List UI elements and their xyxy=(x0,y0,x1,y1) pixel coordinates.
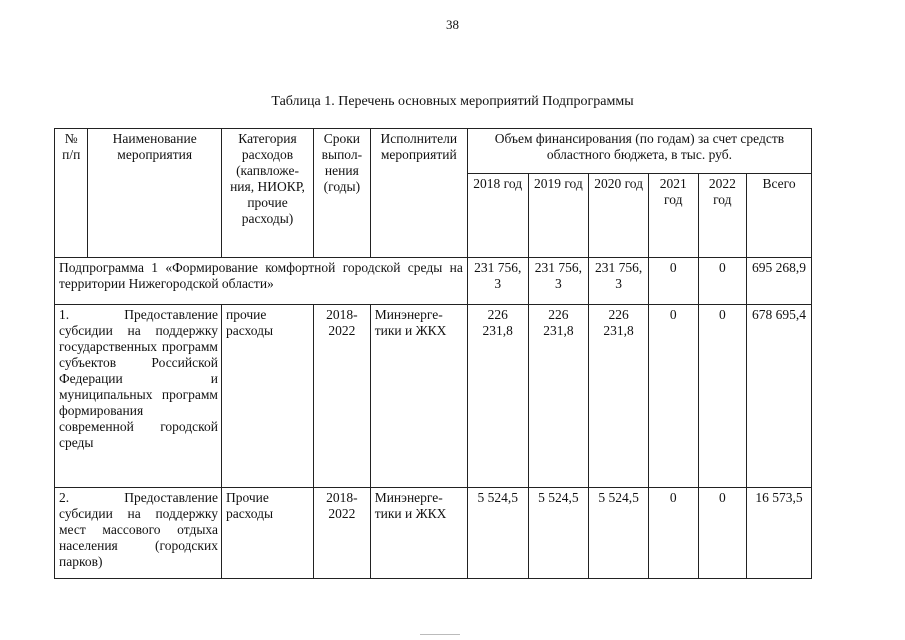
header-funding: Объем финансирования (по годам) за счет средств областного бюджета, в тыс. руб. xyxy=(467,129,811,174)
subprogram-row xyxy=(55,258,812,305)
activity-value: 5 524,5 xyxy=(528,488,589,579)
subprogram-value: 231 756, 3 xyxy=(528,258,589,305)
header-row xyxy=(55,129,812,174)
activity-total: 16 573,5 xyxy=(747,488,812,579)
header-name: Наименование мероприятия xyxy=(88,129,222,258)
activity-category: Прочие расходы xyxy=(221,488,313,579)
activity-value: 5 524,5 xyxy=(467,488,528,579)
header-year: 2021 год xyxy=(648,174,698,258)
table-row xyxy=(55,488,812,579)
table-row xyxy=(55,305,812,488)
activity-executor: Минэнерге-тики и ЖКХ xyxy=(370,305,467,488)
header-year: 2018 год xyxy=(467,174,528,258)
activity-value: 0 xyxy=(648,488,698,579)
activity-category: прочие расходы xyxy=(221,305,313,488)
header-num: № п/п xyxy=(55,129,88,258)
activity-name: 2. Предоставление субсидии на поддержку мест массового отдыха населения (городских парков) xyxy=(55,488,222,579)
activities-table xyxy=(54,128,812,579)
activity-value: 226 231,8 xyxy=(589,305,649,488)
activity-terms: 2018-2022 xyxy=(314,305,371,488)
subprogram-title: Подпрограмма 1 «Формирование комфортной городской среды на территории Нижегородской области» xyxy=(55,258,468,305)
activity-terms: 2018-2022 xyxy=(314,488,371,579)
header-executors: Исполнители мероприятий xyxy=(370,129,467,258)
subprogram-value: 0 xyxy=(698,258,747,305)
subprogram-value: 231 756, 3 xyxy=(467,258,528,305)
subprogram-value: 0 xyxy=(648,258,698,305)
table-title: Таблица 1. Перечень основных мероприятий Подпрограммы xyxy=(271,94,634,109)
activity-name: 1. Предоставление субсидии на поддержку государственных программ субъектов Российской Федерации и муниципальных программ формирования современной городской среды xyxy=(55,305,222,488)
activity-value: 0 xyxy=(698,488,747,579)
subprogram-total: 695 268,9 xyxy=(747,258,812,305)
page-number: 38 xyxy=(446,17,459,32)
activity-value: 226 231,8 xyxy=(528,305,589,488)
header-year: 2020 год xyxy=(589,174,649,258)
header-total: Всего xyxy=(747,174,812,258)
header-terms: Сроки выпол-нения (годы) xyxy=(314,129,371,258)
header-category: Категория расходов (капвложе-ния, НИОКР, прочие расходы) xyxy=(221,129,313,258)
activity-value: 226 231,8 xyxy=(467,305,528,488)
activity-executor: Минэнерге-тики и ЖКХ xyxy=(370,488,467,579)
activity-value: 0 xyxy=(648,305,698,488)
activity-value: 5 524,5 xyxy=(589,488,649,579)
activity-total: 678 695,4 xyxy=(747,305,812,488)
header-year: 2022 год xyxy=(698,174,747,258)
scan-artifact xyxy=(420,634,460,635)
subprogram-value: 231 756, 3 xyxy=(589,258,649,305)
activity-value: 0 xyxy=(698,305,747,488)
header-year: 2019 год xyxy=(528,174,589,258)
